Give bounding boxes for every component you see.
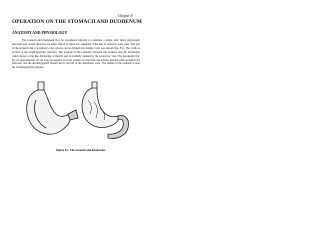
stomach-illustration-right bbox=[82, 82, 128, 139]
body-paragraph: The stomach and duodenum may be considered logically to constitute a single, unit; many physiologic functions and certain disorders are either shared by these two segments of the gut, as related to each other. The part of the stomach that is proximal to the pylorus can be divided into fundus, body and antrum (fig. 8.1). The cardia is located at the esophagogastric junction. The stomach is the boundary between the stomach and the duodenum, which shows a ring-like thickening of muscle and is normally marked by the prepyloric vein. The duodenum (fig. 8.1) is approximately 25 cm long; its superior part lies posterior to the liver, the inferior part descends alongside the pancreas, and the duodenojejunal flexure lies to the left of the abdominal aorta. The fundus of the stomach is near the esophagogastric junction. bbox=[12, 39, 140, 70]
figure-caption: Figure 8.1. The stomach and duodenum. bbox=[56, 148, 106, 152]
body-text bbox=[12, 39, 140, 70]
stomach-illustration-left bbox=[27, 82, 78, 134]
chapter-label: Chapter 8 bbox=[118, 14, 133, 18]
stomach-outline-right bbox=[82, 88, 118, 128]
stomach-duodenum-figure bbox=[20, 80, 136, 144]
stomach-outline-left bbox=[27, 90, 71, 134]
page-title: OPERATION ON THE STOMACH AND DUODENUM bbox=[12, 19, 142, 25]
section-heading: ANATOMY AND PHYSIOLOGY bbox=[12, 31, 68, 35]
pylorus-shape bbox=[68, 110, 78, 120]
document-page bbox=[0, 0, 149, 198]
